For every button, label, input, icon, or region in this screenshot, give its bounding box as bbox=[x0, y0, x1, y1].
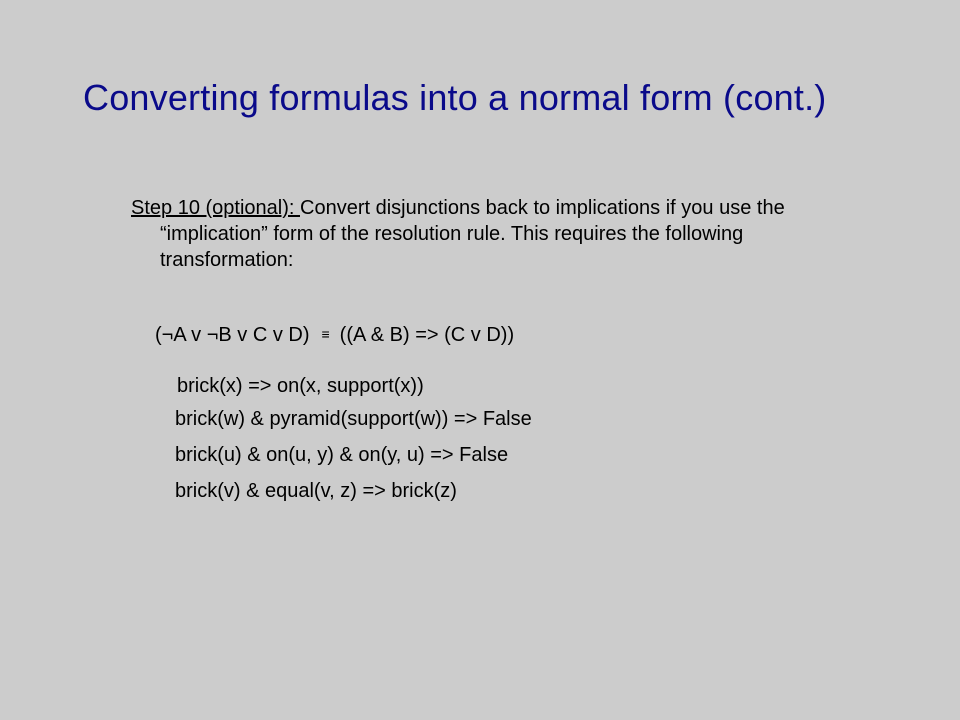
step-line-1-text: Convert disjunctions back to implications if you use the bbox=[300, 197, 785, 219]
formula-right: ((A & B) => (C v D)) bbox=[339, 324, 515, 346]
clause-2: brick(w) & pyramid(support(w)) => False bbox=[175, 408, 532, 430]
slide-title: Converting formulas into a normal form (cont.) bbox=[83, 77, 827, 118]
clause-4: brick(v) & equal(v, z) => brick(z) bbox=[175, 480, 457, 502]
step-paragraph bbox=[131, 195, 931, 273]
step-line-1 bbox=[131, 195, 931, 221]
clause-1: brick(x) => on(x, support(x)) bbox=[177, 375, 424, 397]
clause-3: brick(u) & on(u, y) & on(y, u) => False bbox=[175, 444, 509, 466]
step-label: Step 10 (optional): bbox=[131, 197, 300, 219]
step-line-3: transformation: bbox=[160, 249, 294, 271]
equivalence-formula bbox=[155, 321, 514, 348]
equivalence-symbol: ≡ bbox=[321, 326, 330, 342]
formula-left: (¬A v ¬B v C v D) bbox=[155, 324, 310, 346]
step-line-2: “implication” form of the resolution rule. This requires the following bbox=[160, 223, 744, 245]
